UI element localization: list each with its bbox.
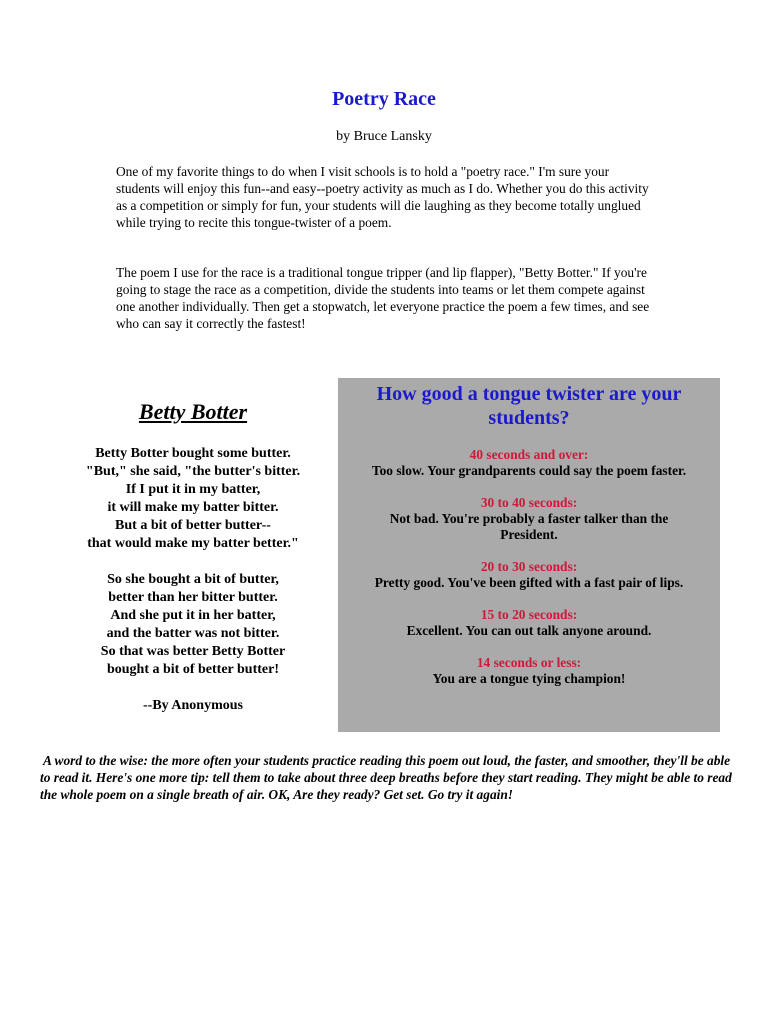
intro-paragraph-2: The poem I use for the race is a traditional tongue tripper (and lip flapper), "Betty Botter." If you're going to stage the race as a competition, divide the students into teams or let them compete against one another individually. Then get a stopwatch, let everyone practice the poem a few times, and see who can say it correctly the fastest! [116, 265, 650, 331]
score-range-5 [338, 654, 720, 687]
intro-paragraph-1: One of my favorite things to do when I visit schools is to hold a "poetry race." I'm sure your students will enjoy this fun--and easy--poetry activity as much as I do. Whether you do this activity as a competition or simply for fun, your students will die laughing as they become totally unglued while trying to recite this tongue-twister of a poem. [116, 164, 649, 230]
poem-line: and the batter was not bitter. [106, 626, 280, 641]
score-range-label: 40 seconds and over: [469, 447, 589, 462]
poem-line: But a bit of better butter-- [115, 518, 271, 533]
score-range-label: 20 to 30 seconds: [480, 559, 578, 574]
closing-tip: A word to the wise: the more often your students practice reading this poem out loud, the faster, and smoother, they'll be able to read it. Here's one more tip: tell them to take about three deep breaths before they start reading. They might be able to read the whole poem on a single breath of air. OK, Are they ready? Get set. Go try it again! [40, 753, 732, 802]
poem-line: And she put it in her batter, [110, 608, 276, 623]
poem-stanza-1 [40, 445, 346, 553]
scoring-box [338, 378, 720, 732]
score-range-description: Excellent. You can out talk anyone around. [406, 623, 652, 638]
poem-line: So that was better Betty Botter [100, 644, 286, 659]
poem-line: So she bought a bit of butter, [107, 572, 279, 587]
score-range-label: 15 to 20 seconds: [480, 607, 578, 622]
score-range-description: Pretty good. You've been gifted with a fast pair of lips. [374, 575, 684, 590]
scoring-heading: How good a tongue twister are your students? [376, 383, 682, 429]
score-range-description: Not bad. You're probably a faster talker than the President. [389, 511, 669, 542]
score-range-1 [338, 446, 720, 479]
poem-line: that would make my batter better." [87, 536, 299, 551]
score-range-label: 30 to 40 seconds: [480, 495, 578, 510]
poem-author: --By Anonymous [143, 698, 243, 713]
score-range-description: You are a tongue tying champion! [432, 671, 626, 686]
score-range-2 [338, 494, 720, 543]
poem-line: it will make my batter bitter. [107, 500, 279, 515]
poem-line: bought a bit of better butter! [106, 662, 279, 677]
poem-stanza-2 [40, 571, 346, 679]
score-range-4 [338, 606, 720, 639]
poem-line: Betty Botter bought some butter. [95, 446, 291, 461]
poem-column [40, 398, 346, 715]
score-range-label: 14 seconds or less: [476, 655, 582, 670]
poem-title: Betty Botter [138, 399, 248, 424]
poem-line: better than her bitter butter. [108, 590, 278, 605]
page-title: Poetry Race [332, 88, 436, 110]
poem-line: "But," she said, "the butter's bitter. [85, 464, 301, 479]
score-range-description: Too slow. Your grandparents could say the poem faster. [371, 463, 687, 478]
poem-line: If I put it in my batter, [125, 482, 261, 497]
byline: by Bruce Lansky [336, 129, 432, 144]
score-range-3 [338, 558, 720, 591]
